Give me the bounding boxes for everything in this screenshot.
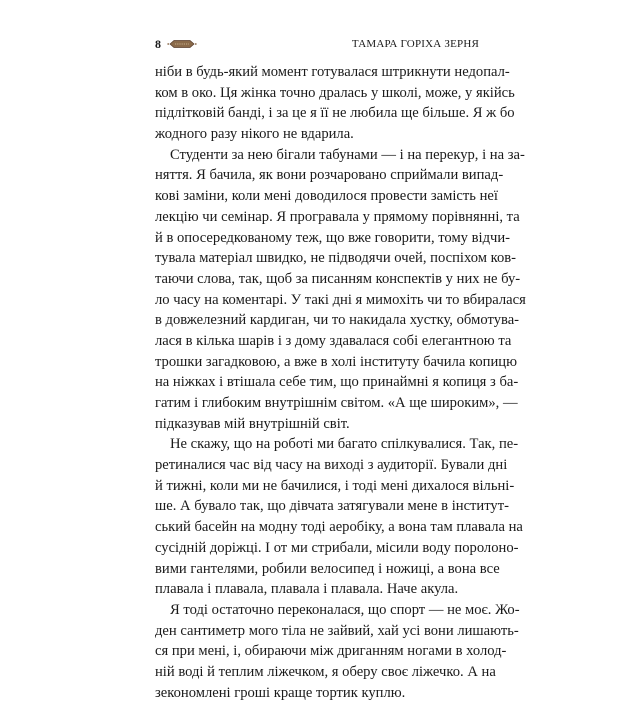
text-line: в довжелезний кардиган, чи то накидала хустку, обмотува- <box>155 312 520 329</box>
text-line: сусідній доріжці. І от ми стрибали, місили воду поролоно- <box>155 539 519 556</box>
page-number: 8 <box>155 37 161 51</box>
text-line: ський басейн на модну тоді аеробіку, а вона там плавала на <box>155 519 523 536</box>
text-line: плавала і плавала, плавала і плавала. Наче акула. <box>155 581 459 598</box>
text-line: кові заміни, коли мені доводилося провести замість неї <box>155 188 498 205</box>
body-text <box>155 62 526 703</box>
text-line: підказував мій внутрішній світ. <box>155 415 350 432</box>
text-line: на ніжках і втішала себе тим, що принаймні я копиця з ба- <box>155 374 519 391</box>
text-line: ден сантиметр мого тіла не зайвий, хай усі вони лишають- <box>155 622 519 639</box>
running-header <box>155 36 479 52</box>
text-line: Я тоді остаточно переконалася, що спорт — не моє. Жо- <box>170 601 520 618</box>
text-line: ло часу на коментарі. У такі дні я мимохіть чи то вбиралася <box>155 291 526 308</box>
text-line: таючи слова, так, щоб за писанням конспектів у них не бу- <box>155 270 521 287</box>
book-title: ТАМАРА ГОРІХА ЗЕРНЯ <box>351 38 479 50</box>
text-line: тувала матеріал швидко, не підводячи очей, поспіхом ков- <box>155 250 517 267</box>
text-line: лася в кілька шарів і з дому здавалася собі елегантною та <box>155 332 512 349</box>
text-line: гатим і глибоким внутрішнім світом. «А ще широким», — <box>155 395 518 411</box>
text-line: підлітковій банді, і за це я її не любила ще більше. Я ж бо <box>155 105 515 122</box>
paragraph <box>155 434 523 600</box>
text-line: ніби в будь-який момент готувалася штрикнути недопал- <box>155 64 510 80</box>
text-line: трошки загадковою, а вже в холі інституту бачила копицю <box>155 353 517 370</box>
text-line: ше. А бувало так, що дівчата затягували мене в інститут- <box>155 498 509 515</box>
paragraph <box>155 62 515 145</box>
text-line: ся при мені, і, обираючи між дриганням ногами в холод- <box>155 643 507 660</box>
header-left <box>155 36 197 52</box>
text-line: Студенти за нею бігали табунами — і на перекур, і на за- <box>170 146 525 163</box>
text-line: ній воді й теплим ліжечком, я оберу своє ліжечко. А на <box>155 663 496 680</box>
text-line: й тижні, коли ми не бачилися, і тоді мені дихалося вільні- <box>155 477 515 494</box>
text-line: няття. Я бачила, як вони розчаровано сприймали випад- <box>155 167 504 184</box>
text-line: вими гантелями, робили велосипед і ножиці, а вона все <box>155 560 500 577</box>
text-line: й в опосередкованому теж, що вже говорити, тому відчи- <box>155 229 511 246</box>
paragraph <box>155 600 520 703</box>
ornament-icon <box>167 40 197 48</box>
text-line: лекцію чи семінар. Я програвала у прямому порівнянні, та <box>155 208 520 225</box>
text-line: Не скажу, що на роботі ми багато спілкувалися. Так, пе- <box>170 436 519 453</box>
text-line: зекономлені гроші краще тортик куплю. <box>155 684 406 701</box>
text-line: ком в око. Ця жінка точно дралась у школі, може, у якійсь <box>155 84 515 101</box>
text-line: жодного разу нікого не вдарила. <box>155 126 354 143</box>
text-line: ретиналися час від часу на виході з аудиторії. Бували дні <box>155 457 508 474</box>
paragraph <box>155 145 526 435</box>
